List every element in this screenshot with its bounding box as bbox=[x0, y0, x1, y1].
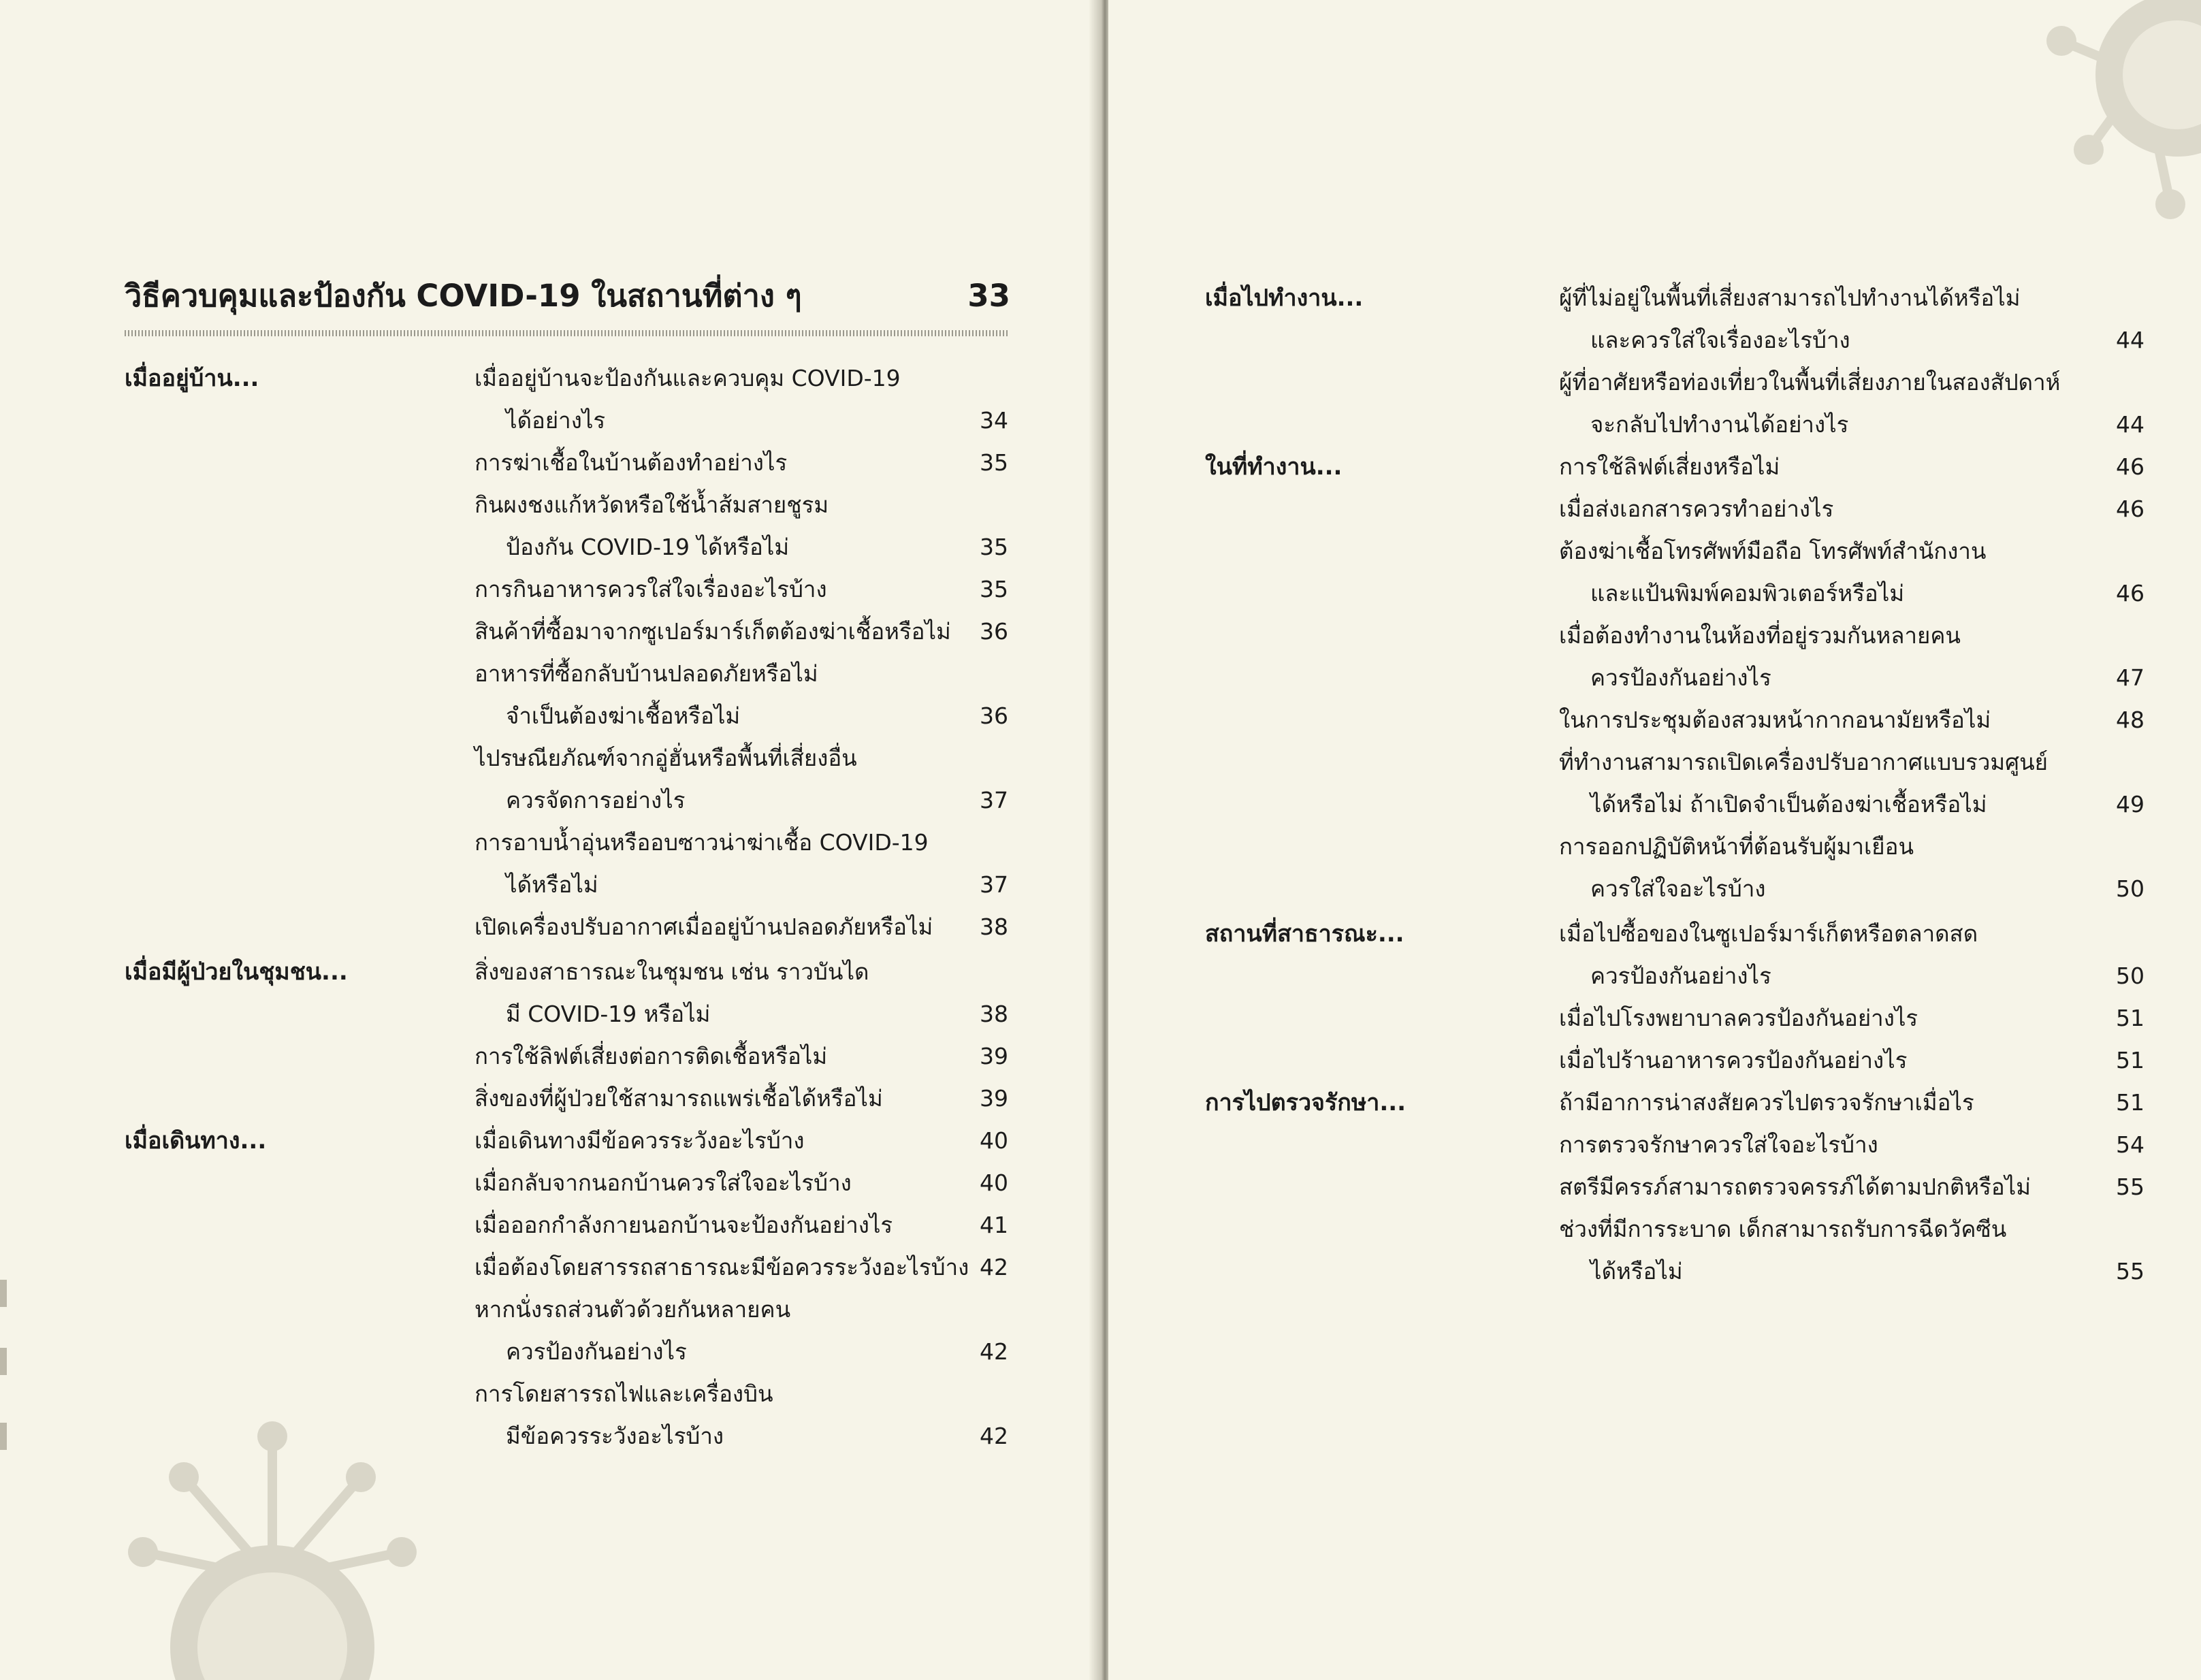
toc-entry-page: 42 bbox=[980, 1423, 1008, 1449]
toc-entry-title: การใช้ลิฟต์เสี่ยงต่อการติดเชื้อหรือไม่ bbox=[475, 1043, 828, 1069]
toc-entry-title: การโดยสารรถไฟและเครื่องบิน bbox=[475, 1380, 773, 1407]
toc-entry[interactable] bbox=[475, 357, 1008, 400]
toc-entry-title: ถ้ามีอาการน่าสงสัยควรไปตรวจรักษาเมื่อไร bbox=[1559, 1089, 1974, 1116]
toc-entry-page bbox=[2090, 277, 2144, 319]
toc-entry-title: การฆ่าเชื้อในบ้านต้องทำอย่างไร bbox=[475, 449, 788, 476]
toc-entry-title: ควรป้องกันอย่างไร bbox=[506, 1338, 687, 1365]
toc-entry-page: 44 bbox=[2116, 327, 2144, 353]
toc-entry-title: เมื่อไปร้านอาหารควรป้องกันอย่างไร bbox=[1559, 1047, 1908, 1073]
toc-entry[interactable] bbox=[1559, 1250, 2144, 1293]
toc-entry-page: 40 bbox=[980, 1169, 1008, 1196]
toc-entry[interactable] bbox=[1559, 826, 2144, 868]
toc-entry-title: เมื่อออกกำลังกายนอกบ้านจะป้องกันอย่างไร bbox=[475, 1212, 893, 1238]
toc-entry-title: ไปรษณียภัณฑ์จากอู่ฮั่นหรือพื้นที่เสี่ยงอื่น bbox=[475, 745, 857, 771]
toc-entry-title: หากนั่งรถส่วนตัวด้วยกันหลายคน bbox=[475, 1296, 791, 1323]
toc-entry-title: การอาบน้ำอุ่นหรืออบซาวน่าฆ่าเชื้อ COVID-19 bbox=[475, 829, 929, 856]
toc-entry[interactable] bbox=[475, 1373, 1008, 1415]
toc-entry-page: 38 bbox=[980, 914, 1008, 940]
toc-entry-title: ได้หรือไม่ ถ้าเปิดจำเป็นต้องฆ่าเชื้อหรือไม่ bbox=[1590, 791, 1987, 818]
toc-entry-page bbox=[965, 357, 1008, 400]
toc-entry-title: เปิดเครื่องปรับอากาศเมื่ออยู่บ้านปลอดภัยหรือไม่ bbox=[475, 914, 933, 940]
toc-entry[interactable] bbox=[1559, 1166, 2144, 1208]
toc-entry[interactable] bbox=[475, 993, 1008, 1035]
toc-entry-title: ผู้ที่อาศัยหรือท่องเที่ยวในพื้นที่เสี่ยงภายในสองสัปดาห์ bbox=[1559, 369, 2061, 395]
toc-entry-title: ได้หรือไม่ bbox=[1590, 1258, 1683, 1285]
toc-entry[interactable] bbox=[475, 568, 1008, 611]
toc-entry[interactable] bbox=[475, 1289, 1008, 1331]
toc-entry-title: กินผงชงแก้หวัดหรือใช้น้ำส้มสายชูรม bbox=[475, 491, 829, 518]
toc-entry-page: 47 bbox=[2116, 664, 2144, 691]
toc-entry-page: 37 bbox=[980, 787, 1008, 813]
toc-entry-page: 46 bbox=[2116, 453, 2144, 480]
toc-entry-title: การออกปฏิบัติหน้าที่ต้อนรับผู้มาเยือน bbox=[1559, 833, 1914, 860]
toc-entry-page: 54 bbox=[2116, 1131, 2144, 1158]
toc-entry[interactable] bbox=[1559, 699, 2144, 741]
virus-illustration-icon bbox=[2007, 0, 2201, 231]
toc-entry-page: 42 bbox=[980, 1254, 1008, 1280]
toc-entry-title: ได้อย่างไร bbox=[506, 407, 606, 434]
section-label-community: เมื่อมีผู้ป่วยในชุมชน... bbox=[125, 958, 348, 986]
toc-entry-title: ผู้ที่ไม่อยู่ในพื้นที่เสี่ยงสามารถไปทำงานได้หรือไม่ bbox=[1559, 285, 2021, 311]
section-label-going-to-work: เมื่อไปทำงาน... bbox=[1205, 285, 1364, 312]
toc-entry-page: 39 bbox=[980, 1043, 1008, 1069]
toc-entry-page: 46 bbox=[2116, 496, 2144, 522]
toc-entry-page: 48 bbox=[2116, 707, 2144, 733]
toc-entry[interactable] bbox=[475, 951, 1008, 993]
contents-heading-page-number: 33 bbox=[967, 278, 1010, 314]
toc-entry[interactable] bbox=[475, 1246, 1008, 1289]
toc-entry[interactable] bbox=[1559, 530, 2144, 572]
toc-entry-page bbox=[2090, 826, 2144, 868]
toc-entry-title: สินค้าที่ซื้อมาจากซูเปอร์มาร์เก็ตต้องฆ่าเชื้อหรือไม่ bbox=[475, 618, 951, 645]
toc-entry-page: 36 bbox=[980, 618, 1008, 645]
toc-entry-title: มี COVID-19 หรือไม่ bbox=[506, 1001, 711, 1027]
toc-entry-title: ในการประชุมต้องสวมหน้ากากอนามัยหรือไม่ bbox=[1559, 707, 1991, 733]
toc-entry[interactable] bbox=[1559, 572, 2144, 615]
toc-entry[interactable] bbox=[1559, 1124, 2144, 1166]
toc-entry-page: 35 bbox=[980, 576, 1008, 602]
section-label-public-places: สถานที่สาธารณะ... bbox=[1205, 920, 1404, 948]
toc-entry-title: สิ่งของสาธารณะในชุมชน เช่น ราวบันได bbox=[475, 958, 869, 985]
toc-entry-page: 35 bbox=[980, 449, 1008, 476]
toc-entry[interactable] bbox=[475, 737, 1008, 779]
toc-entry-page: 38 bbox=[980, 1001, 1008, 1027]
toc-entry-title: ช่วงที่มีการระบาด เด็กสามารถรับการฉีดวัคซีน bbox=[1559, 1216, 2007, 1242]
toc-entry-page: 35 bbox=[980, 534, 1008, 560]
toc-entry-title: จะกลับไปทำงานได้อย่างไร bbox=[1590, 411, 1849, 438]
toc-entry-page: 46 bbox=[2116, 580, 2144, 607]
toc-entry-title: เมื่อต้องทำงานในห้องที่อยู่รวมกันหลายคน bbox=[1559, 622, 1961, 649]
toc-entry[interactable] bbox=[475, 400, 1008, 442]
toc-entry-title: การกินอาหารควรใส่ใจเรื่องอะไรบ้าง bbox=[475, 576, 827, 602]
toc-entry-title: จำเป็นต้องฆ่าเชื้อหรือไม่ bbox=[506, 702, 741, 729]
toc-entry-page bbox=[965, 1289, 1008, 1331]
toc-entry-page: 39 bbox=[980, 1085, 1008, 1112]
toc-entry-page bbox=[2090, 913, 2144, 955]
toc-entry[interactable] bbox=[1559, 1082, 2144, 1124]
toc-entry[interactable] bbox=[1559, 1208, 2144, 1250]
toc-entry-title: และแป้นพิมพ์คอมพิวเตอร์หรือไม่ bbox=[1590, 580, 1905, 607]
toc-entry-title: เมื่อต้องโดยสารรถสาธารณะมีข้อควรระวังอะไรบ้าง bbox=[475, 1254, 969, 1280]
virus-illustration-icon bbox=[0, 1266, 10, 1470]
section-label-at-work: ในที่ทำงาน... bbox=[1205, 453, 1343, 481]
toc-entry[interactable] bbox=[1559, 868, 2144, 910]
toc-entry[interactable] bbox=[1559, 361, 2144, 404]
toc-entry-page: 42 bbox=[980, 1338, 1008, 1365]
toc-entry[interactable] bbox=[475, 906, 1008, 948]
toc-entry-title: ป้องกัน COVID-19 ได้หรือไม่ bbox=[506, 534, 790, 560]
heading-divider bbox=[125, 330, 1010, 336]
toc-entry-title: ควรป้องกันอย่างไร bbox=[1590, 664, 1771, 691]
toc-entry-page: 50 bbox=[2116, 875, 2144, 902]
toc-entry[interactable] bbox=[475, 1204, 1008, 1246]
toc-entry-title: อาหารที่ซื้อกลับบ้านปลอดภัยหรือไม่ bbox=[475, 660, 818, 687]
toc-entry[interactable] bbox=[475, 1035, 1008, 1078]
toc-entry-page: 34 bbox=[980, 407, 1008, 434]
toc-entry-page: 55 bbox=[2116, 1174, 2144, 1200]
toc-entry-page bbox=[965, 484, 1008, 526]
toc-entry-page: 51 bbox=[2116, 1005, 2144, 1031]
toc-entry-title: และควรใส่ใจเรื่องอะไรบ้าง bbox=[1590, 327, 1850, 353]
toc-entry-title: ควรใส่ใจอะไรบ้าง bbox=[1590, 875, 1766, 902]
toc-entry[interactable] bbox=[1559, 1039, 2144, 1082]
toc-entry[interactable] bbox=[1559, 319, 2144, 361]
toc-entry-title: สตรีมีครรภ์สามารถตรวจครรภ์ได้ตามปกติหรือไม่ bbox=[1559, 1174, 2031, 1200]
toc-entry-title: ต้องฆ่าเชื้อโทรศัพท์มือถือ โทรศัพท์สำนักงาน bbox=[1559, 538, 1987, 564]
toc-entry[interactable] bbox=[1559, 446, 2144, 488]
toc-entry-page: 40 bbox=[980, 1127, 1008, 1154]
toc-entry-page: 41 bbox=[980, 1212, 1008, 1238]
toc-entry-title: เมื่อกลับจากนอกบ้านควรใส่ใจอะไรบ้าง bbox=[475, 1169, 852, 1196]
toc-entry-page bbox=[965, 822, 1008, 864]
toc-entry-page: 51 bbox=[2116, 1047, 2144, 1073]
toc-entry-title: ควรจัดการอย่างไร bbox=[506, 787, 686, 813]
toc-entry[interactable] bbox=[475, 779, 1008, 822]
toc-entry-page: 55 bbox=[2116, 1258, 2144, 1285]
toc-entry[interactable] bbox=[1559, 955, 2144, 997]
contents-heading: วิธีควบคุมและป้องกัน COVID-19 ในสถานที่ต่าง ๆ bbox=[125, 278, 802, 314]
toc-entry-title: เมื่อเดินทางมีข้อควรระวังอะไรบ้าง bbox=[475, 1127, 805, 1154]
toc-entry-page bbox=[2090, 741, 2144, 784]
toc-entry[interactable] bbox=[1559, 277, 2144, 319]
toc-entry[interactable] bbox=[1559, 615, 2144, 657]
toc-entry[interactable] bbox=[1559, 997, 2144, 1039]
toc-entry[interactable] bbox=[475, 1162, 1008, 1204]
section-label-medical-care: การไปตรวจรักษา... bbox=[1205, 1089, 1407, 1116]
toc-entry[interactable] bbox=[1559, 404, 2144, 446]
toc-entry[interactable] bbox=[1559, 913, 2144, 955]
toc-entry[interactable] bbox=[475, 526, 1008, 568]
toc-entry-title: เมื่อส่งเอกสารควรทำอย่างไร bbox=[1559, 496, 1834, 522]
toc-entry-page: 51 bbox=[2116, 1089, 2144, 1116]
section-label-at-home: เมื่ออยู่บ้าน... bbox=[125, 365, 259, 392]
toc-entry[interactable] bbox=[1559, 657, 2144, 699]
toc-entry-page bbox=[965, 951, 1008, 993]
virus-illustration-icon bbox=[102, 1375, 443, 1680]
toc-entry[interactable] bbox=[475, 1415, 1008, 1457]
toc-entry[interactable] bbox=[1559, 488, 2144, 530]
toc-entry-page bbox=[965, 653, 1008, 695]
toc-entry-page bbox=[2090, 615, 2144, 657]
toc-entry-page bbox=[2090, 530, 2144, 572]
toc-entry-page: 50 bbox=[2116, 963, 2144, 989]
toc-entry-title: การใช้ลิฟต์เสี่ยงหรือไม่ bbox=[1559, 453, 1780, 480]
toc-entry[interactable] bbox=[475, 864, 1008, 906]
toc-entry-title: มีข้อควรระวังอะไรบ้าง bbox=[506, 1423, 724, 1449]
toc-entry[interactable] bbox=[475, 484, 1008, 526]
toc-entry-title: เมื่ออยู่บ้านจะป้องกันและควบคุม COVID-19 bbox=[475, 365, 901, 391]
toc-entry[interactable] bbox=[475, 822, 1008, 864]
toc-entry[interactable] bbox=[475, 1078, 1008, 1120]
toc-entry-title: เมื่อไปโรงพยาบาลควรป้องกันอย่างไร bbox=[1559, 1005, 1918, 1031]
toc-entry[interactable] bbox=[475, 1120, 1008, 1162]
toc-entry-page bbox=[2090, 361, 2144, 404]
toc-entry-title: การตรวจรักษาควรใส่ใจอะไรบ้าง bbox=[1559, 1131, 1878, 1158]
toc-entry-page: 44 bbox=[2116, 411, 2144, 438]
toc-entry-page bbox=[965, 737, 1008, 779]
toc-entry[interactable] bbox=[475, 653, 1008, 695]
toc-entry-title: สิ่งของที่ผู้ป่วยใช้สามารถแพร่เชื้อได้หรือไม่ bbox=[475, 1085, 883, 1112]
toc-entry-title: ควรป้องกันอย่างไร bbox=[1590, 963, 1771, 989]
toc-entry-title: เมื่อไปซื้อของในซูเปอร์มาร์เก็ตหรือตลาดสด bbox=[1559, 920, 1978, 947]
toc-entry-title: ได้หรือไม่ bbox=[506, 871, 598, 898]
toc-entry-page bbox=[965, 1373, 1008, 1415]
toc-entry[interactable] bbox=[1559, 741, 2144, 784]
section-label-travel: เมื่อเดินทาง... bbox=[125, 1127, 267, 1154]
toc-entry-title: ที่ทำงานสามารถเปิดเครื่องปรับอากาศแบบรวมศูนย์ bbox=[1559, 749, 2049, 775]
toc-entry[interactable] bbox=[475, 1331, 1008, 1373]
toc-entry[interactable] bbox=[475, 611, 1008, 653]
toc-entry[interactable] bbox=[475, 695, 1008, 737]
toc-entry[interactable] bbox=[1559, 784, 2144, 826]
toc-entry[interactable] bbox=[475, 442, 1008, 484]
toc-entry-page: 36 bbox=[980, 702, 1008, 729]
toc-entry-page: 49 bbox=[2116, 791, 2144, 818]
toc-entry-page bbox=[2090, 1208, 2144, 1250]
toc-entry-page: 37 bbox=[980, 871, 1008, 898]
